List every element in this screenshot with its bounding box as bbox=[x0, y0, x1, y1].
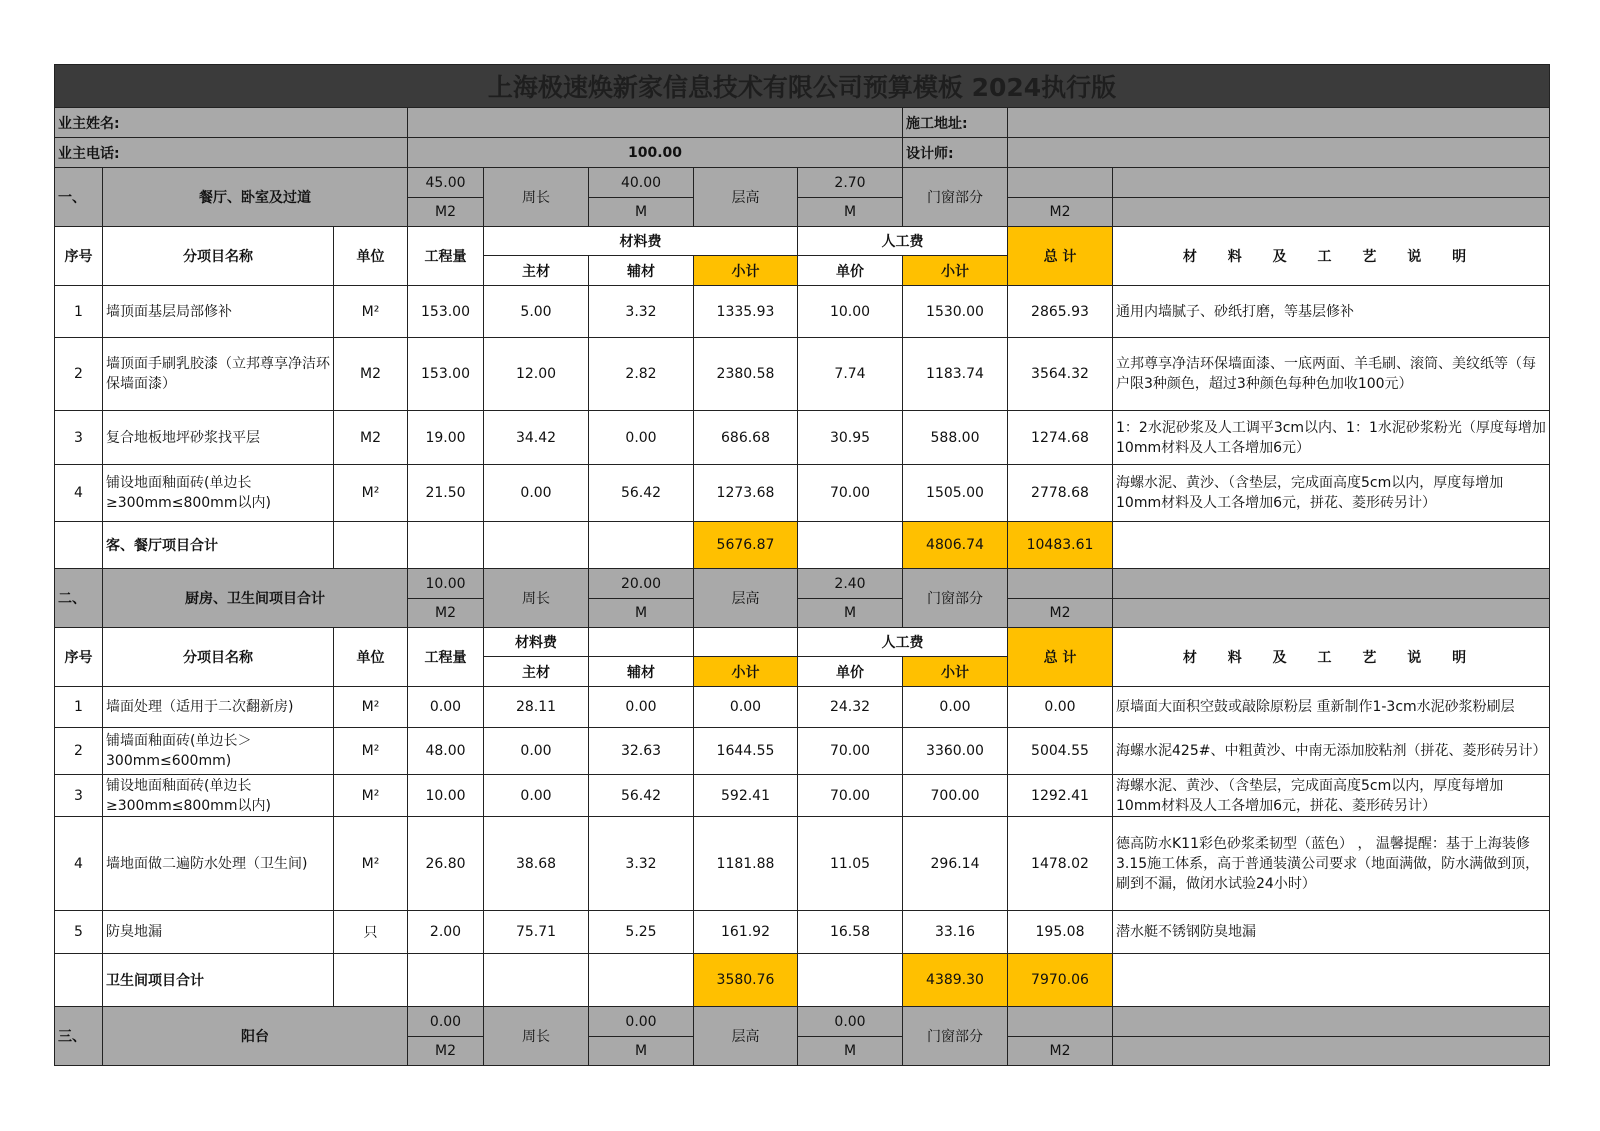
row-labor-price: 70.00 bbox=[798, 728, 903, 775]
row-main-material: 5.00 bbox=[484, 286, 589, 338]
window-unit: M2 bbox=[1008, 1037, 1113, 1066]
col-quantity: 工程量 bbox=[408, 227, 484, 286]
row-total: 5004.55 bbox=[1008, 728, 1113, 775]
sum-material: 3580.76 bbox=[694, 954, 798, 1007]
height-label: 层高 bbox=[694, 168, 798, 227]
row-unit: M² bbox=[334, 687, 408, 728]
row-item-name: 复合地板地坪砂浆找平层 bbox=[103, 411, 334, 465]
row-seq: 4 bbox=[55, 817, 103, 911]
column-header-row bbox=[55, 227, 1550, 256]
row-item-name: 铺设地面釉面砖(单边长≥300mm≤800mm以内) bbox=[103, 465, 334, 522]
row-main-material: 38.68 bbox=[484, 817, 589, 911]
row-aux-material: 32.63 bbox=[589, 728, 694, 775]
row-labor-subtotal: 0.00 bbox=[903, 687, 1008, 728]
section-header-row bbox=[55, 569, 1550, 599]
perimeter-unit: M bbox=[589, 198, 694, 227]
owner-name-row bbox=[55, 108, 1550, 138]
sum-blank bbox=[1113, 522, 1550, 569]
window-label: 门窗部分 bbox=[903, 168, 1008, 227]
title-row bbox=[55, 65, 1550, 108]
sum-total: 7970.06 bbox=[1008, 954, 1113, 1007]
table-row bbox=[55, 338, 1550, 411]
designer-label: 设计师: bbox=[903, 138, 1008, 168]
col-labor-unit-price: 单价 bbox=[798, 657, 903, 687]
sum-total: 10483.61 bbox=[1008, 522, 1113, 569]
row-main-material: 28.11 bbox=[484, 687, 589, 728]
row-labor-subtotal: 1505.00 bbox=[903, 465, 1008, 522]
row-seq: 4 bbox=[55, 465, 103, 522]
window-value[interactable] bbox=[1008, 1007, 1113, 1037]
section-blank bbox=[1113, 1007, 1550, 1037]
sum-blank bbox=[408, 954, 484, 1007]
sheet-title: 上海极速焕新家信息技术有限公司预算模板 2024执行版 bbox=[55, 65, 1550, 108]
section-blank bbox=[1113, 168, 1550, 198]
row-material-subtotal: 0.00 bbox=[694, 687, 798, 728]
row-labor-price: 11.05 bbox=[798, 817, 903, 911]
col-labor-unit-price: 单价 bbox=[798, 256, 903, 286]
col-main-material: 主材 bbox=[484, 256, 589, 286]
row-main-material: 34.42 bbox=[484, 411, 589, 465]
window-label: 门窗部分 bbox=[903, 1007, 1008, 1066]
row-quantity[interactable]: 0.00 bbox=[408, 687, 484, 728]
row-aux-material: 0.00 bbox=[589, 687, 694, 728]
row-seq: 3 bbox=[55, 411, 103, 465]
row-total: 195.08 bbox=[1008, 911, 1113, 954]
table-row bbox=[55, 687, 1550, 728]
owner-name-value[interactable] bbox=[408, 108, 903, 138]
row-material-subtotal: 1335.93 bbox=[694, 286, 798, 338]
row-description: 立邦尊享净洁环保墙面漆、一底两面、羊毛刷、滚筒、美纹纸等（每户限3种颜色，超过3种颜色每种色加收100元） bbox=[1113, 338, 1550, 411]
sum-blank bbox=[589, 522, 694, 569]
section-perimeter[interactable]: 0.00 bbox=[589, 1007, 694, 1037]
row-description: 潜水艇不锈钢防臭地漏 bbox=[1113, 911, 1550, 954]
col-aux-material: 辅材 bbox=[589, 657, 694, 687]
col-material-fee: 材料费 bbox=[484, 628, 589, 657]
section-number: 一、 bbox=[55, 168, 103, 227]
section-blank bbox=[1113, 599, 1550, 628]
row-material-subtotal: 1644.55 bbox=[694, 728, 798, 775]
row-unit: 只 bbox=[334, 911, 408, 954]
section-sum-label: 客、餐厅项目合计 bbox=[103, 522, 334, 569]
row-aux-material: 2.82 bbox=[589, 338, 694, 411]
col-seq: 序号 bbox=[55, 628, 103, 687]
sum-labor: 4389.30 bbox=[903, 954, 1008, 1007]
row-total: 2865.93 bbox=[1008, 286, 1113, 338]
perimeter-label: 周长 bbox=[484, 569, 589, 628]
col-unit: 单位 bbox=[334, 628, 408, 687]
owner-phone-label: 业主电话: bbox=[55, 138, 408, 168]
row-labor-subtotal: 1530.00 bbox=[903, 286, 1008, 338]
row-total: 1478.02 bbox=[1008, 817, 1113, 911]
row-quantity[interactable]: 10.00 bbox=[408, 775, 484, 817]
perimeter-label: 周长 bbox=[484, 1007, 589, 1066]
row-labor-subtotal: 700.00 bbox=[903, 775, 1008, 817]
row-labor-subtotal: 33.16 bbox=[903, 911, 1008, 954]
table-row bbox=[55, 411, 1550, 465]
row-total: 2778.68 bbox=[1008, 465, 1113, 522]
col-blank bbox=[694, 628, 798, 657]
row-item-name: 铺设地面釉面砖(单边长≥300mm≤800mm以内) bbox=[103, 775, 334, 817]
section-height[interactable]: 2.40 bbox=[798, 569, 903, 599]
row-material-subtotal: 2380.58 bbox=[694, 338, 798, 411]
row-labor-subtotal: 296.14 bbox=[903, 817, 1008, 911]
sum-labor: 4806.74 bbox=[903, 522, 1008, 569]
section-sum-row bbox=[55, 522, 1550, 569]
owner-phone-row bbox=[55, 138, 1550, 168]
row-total: 1292.41 bbox=[1008, 775, 1113, 817]
column-header-row bbox=[55, 628, 1550, 657]
section-number: 二、 bbox=[55, 569, 103, 628]
row-aux-material: 56.42 bbox=[589, 775, 694, 817]
row-material-subtotal: 1273.68 bbox=[694, 465, 798, 522]
row-description: 德高防水K11彩色砂浆柔韧型（蓝色） ， 温馨提醒：基于上海装修3.15施工体系，高于普通装潢公司要求（地面满做，防水满做到顶，刷到不漏，做闭水试验24小时） bbox=[1113, 817, 1550, 911]
budget-sheet bbox=[54, 64, 1550, 1066]
sum-blank bbox=[55, 522, 103, 569]
row-unit: M² bbox=[334, 728, 408, 775]
row-aux-material: 3.32 bbox=[589, 817, 694, 911]
row-unit: M2 bbox=[334, 411, 408, 465]
col-material-fee: 材料费 bbox=[484, 227, 798, 256]
window-value[interactable] bbox=[1008, 168, 1113, 198]
table-row bbox=[55, 465, 1550, 522]
address-value[interactable] bbox=[1008, 108, 1550, 138]
row-seq: 5 bbox=[55, 911, 103, 954]
col-aux-material: 辅材 bbox=[589, 256, 694, 286]
height-label: 层高 bbox=[694, 569, 798, 628]
col-labor-fee: 人工费 bbox=[798, 628, 1008, 657]
row-main-material: 0.00 bbox=[484, 728, 589, 775]
row-aux-material: 3.32 bbox=[589, 286, 694, 338]
row-material-subtotal: 686.68 bbox=[694, 411, 798, 465]
section-area[interactable]: 45.00 bbox=[408, 168, 484, 198]
row-quantity[interactable]: 153.00 bbox=[408, 338, 484, 411]
row-labor-price: 30.95 bbox=[798, 411, 903, 465]
row-quantity[interactable]: 2.00 bbox=[408, 911, 484, 954]
row-labor-price: 70.00 bbox=[798, 465, 903, 522]
row-material-subtotal: 1181.88 bbox=[694, 817, 798, 911]
col-item-name: 分项目名称 bbox=[103, 227, 334, 286]
row-item-name: 防臭地漏 bbox=[103, 911, 334, 954]
section-blank bbox=[1113, 569, 1550, 599]
row-unit: M2 bbox=[334, 338, 408, 411]
row-labor-subtotal: 3360.00 bbox=[903, 728, 1008, 775]
row-main-material: 0.00 bbox=[484, 775, 589, 817]
window-value[interactable] bbox=[1008, 569, 1113, 599]
col-labor-fee: 人工费 bbox=[798, 227, 1008, 256]
address-label: 施工地址: bbox=[903, 108, 1008, 138]
col-total: 总 计 bbox=[1008, 628, 1113, 687]
row-seq: 3 bbox=[55, 775, 103, 817]
table-row bbox=[55, 286, 1550, 338]
row-labor-price: 16.58 bbox=[798, 911, 903, 954]
row-main-material: 0.00 bbox=[484, 465, 589, 522]
col-unit: 单位 bbox=[334, 227, 408, 286]
row-item-name: 墙地面做二遍防水处理（卫生间) bbox=[103, 817, 334, 911]
col-material-subtotal: 小计 bbox=[694, 256, 798, 286]
col-description: 材 料 及 工 艺 说 明 bbox=[1113, 628, 1550, 687]
row-seq: 2 bbox=[55, 338, 103, 411]
sum-blank bbox=[334, 954, 408, 1007]
sum-blank bbox=[798, 954, 903, 1007]
section-name: 厨房、卫生间项目合计 bbox=[103, 569, 408, 628]
row-aux-material: 5.25 bbox=[589, 911, 694, 954]
row-description: 通用内墙腻子、砂纸打磨，等基层修补 bbox=[1113, 286, 1550, 338]
row-quantity[interactable]: 153.00 bbox=[408, 286, 484, 338]
section-number: 三、 bbox=[55, 1007, 103, 1066]
col-labor-subtotal: 小计 bbox=[903, 657, 1008, 687]
section-height[interactable]: 2.70 bbox=[798, 168, 903, 198]
row-labor-price: 70.00 bbox=[798, 775, 903, 817]
section-name: 餐厅、卧室及过道 bbox=[103, 168, 408, 227]
section-perimeter[interactable]: 20.00 bbox=[589, 569, 694, 599]
sum-blank bbox=[408, 522, 484, 569]
col-item-name: 分项目名称 bbox=[103, 628, 334, 687]
row-labor-price: 10.00 bbox=[798, 286, 903, 338]
height-label: 层高 bbox=[694, 1007, 798, 1066]
sum-blank bbox=[334, 522, 408, 569]
col-total: 总 计 bbox=[1008, 227, 1113, 286]
row-seq: 1 bbox=[55, 286, 103, 338]
row-item-name: 墙顶面手刷乳胶漆（立邦尊享净洁环保墙面漆） bbox=[103, 338, 334, 411]
row-labor-subtotal: 588.00 bbox=[903, 411, 1008, 465]
row-description: 海螺水泥、黄沙、（含垫层，完成面高度5cm以内，厚度每增加10mm材料及人工各增加6元，拼花、菱形砖另计） bbox=[1113, 465, 1550, 522]
table-row bbox=[55, 817, 1550, 911]
height-unit: M bbox=[798, 1037, 903, 1066]
section-name: 阳台 bbox=[103, 1007, 408, 1066]
row-seq: 2 bbox=[55, 728, 103, 775]
row-description: 原墙面大面积空鼓或敲除原粉层 重新制作1-3cm水泥砂浆粉刷层 bbox=[1113, 687, 1550, 728]
row-unit: M² bbox=[334, 817, 408, 911]
table-row bbox=[55, 911, 1550, 954]
section-sum-label: 卫生间项目合计 bbox=[103, 954, 334, 1007]
row-item-name: 墙顶面基层局部修补 bbox=[103, 286, 334, 338]
col-material-subtotal: 小计 bbox=[694, 657, 798, 687]
perimeter-unit: M bbox=[589, 599, 694, 628]
sum-blank bbox=[589, 954, 694, 1007]
section-area[interactable]: 10.00 bbox=[408, 569, 484, 599]
height-unit: M bbox=[798, 198, 903, 227]
row-total: 0.00 bbox=[1008, 687, 1113, 728]
row-labor-price: 7.74 bbox=[798, 338, 903, 411]
row-main-material: 75.71 bbox=[484, 911, 589, 954]
col-main-material: 主材 bbox=[484, 657, 589, 687]
section-blank bbox=[1113, 1037, 1550, 1066]
owner-phone-value[interactable]: 100.00 bbox=[408, 138, 903, 168]
area-unit: M2 bbox=[408, 599, 484, 628]
row-quantity[interactable]: 26.80 bbox=[408, 817, 484, 911]
sum-blank bbox=[484, 522, 589, 569]
row-unit: M² bbox=[334, 286, 408, 338]
section-header-row bbox=[55, 1007, 1550, 1037]
window-unit: M2 bbox=[1008, 198, 1113, 227]
col-blank bbox=[589, 628, 694, 657]
row-total: 3564.32 bbox=[1008, 338, 1113, 411]
section-perimeter[interactable]: 40.00 bbox=[589, 168, 694, 198]
row-quantity[interactable]: 48.00 bbox=[408, 728, 484, 775]
sum-material: 5676.87 bbox=[694, 522, 798, 569]
row-description: 1：2水泥砂浆及人工调平3cm以内、1：1水泥砂浆粉光（厚度每增加10mm材料及人工各增加6元） bbox=[1113, 411, 1550, 465]
perimeter-unit: M bbox=[589, 1037, 694, 1066]
row-item-name: 墙面处理（适用于二次翻新房) bbox=[103, 687, 334, 728]
area-unit: M2 bbox=[408, 1037, 484, 1066]
table-row bbox=[55, 775, 1550, 817]
row-item-name: 铺墙面釉面砖(单边长＞300mm≤600mm) bbox=[103, 728, 334, 775]
row-main-material: 12.00 bbox=[484, 338, 589, 411]
row-unit: M² bbox=[334, 465, 408, 522]
row-total: 1274.68 bbox=[1008, 411, 1113, 465]
section-area[interactable]: 0.00 bbox=[408, 1007, 484, 1037]
owner-name-label: 业主姓名: bbox=[55, 108, 408, 138]
row-material-subtotal: 592.41 bbox=[694, 775, 798, 817]
row-seq: 1 bbox=[55, 687, 103, 728]
section-sum-row bbox=[55, 954, 1550, 1007]
row-quantity[interactable]: 21.50 bbox=[408, 465, 484, 522]
col-seq: 序号 bbox=[55, 227, 103, 286]
row-labor-subtotal: 1183.74 bbox=[903, 338, 1008, 411]
section-height[interactable]: 0.00 bbox=[798, 1007, 903, 1037]
col-labor-subtotal: 小计 bbox=[903, 256, 1008, 286]
row-description: 海螺水泥425#、中粗黄沙、中南无添加胶粘剂（拼花、菱形砖另计） bbox=[1113, 728, 1550, 775]
height-unit: M bbox=[798, 599, 903, 628]
col-description: 材 料 及 工 艺 说 明 bbox=[1113, 227, 1550, 286]
sum-blank bbox=[1113, 954, 1550, 1007]
row-labor-price: 24.32 bbox=[798, 687, 903, 728]
designer-value[interactable] bbox=[1008, 138, 1550, 168]
window-label: 门窗部分 bbox=[903, 569, 1008, 628]
row-aux-material: 56.42 bbox=[589, 465, 694, 522]
section-header-row bbox=[55, 168, 1550, 198]
sum-blank bbox=[55, 954, 103, 1007]
sum-blank bbox=[798, 522, 903, 569]
row-aux-material: 0.00 bbox=[589, 411, 694, 465]
col-quantity: 工程量 bbox=[408, 628, 484, 687]
window-unit: M2 bbox=[1008, 599, 1113, 628]
area-unit: M2 bbox=[408, 198, 484, 227]
table-row bbox=[55, 728, 1550, 775]
row-description: 海螺水泥、黄沙、（含垫层，完成面高度5cm以内，厚度每增加10mm材料及人工各增加6元，拼花、菱形砖另计） bbox=[1113, 775, 1550, 817]
row-quantity[interactable]: 19.00 bbox=[408, 411, 484, 465]
perimeter-label: 周长 bbox=[484, 168, 589, 227]
row-unit: M² bbox=[334, 775, 408, 817]
section-blank bbox=[1113, 198, 1550, 227]
row-material-subtotal: 161.92 bbox=[694, 911, 798, 954]
sum-blank bbox=[484, 954, 589, 1007]
